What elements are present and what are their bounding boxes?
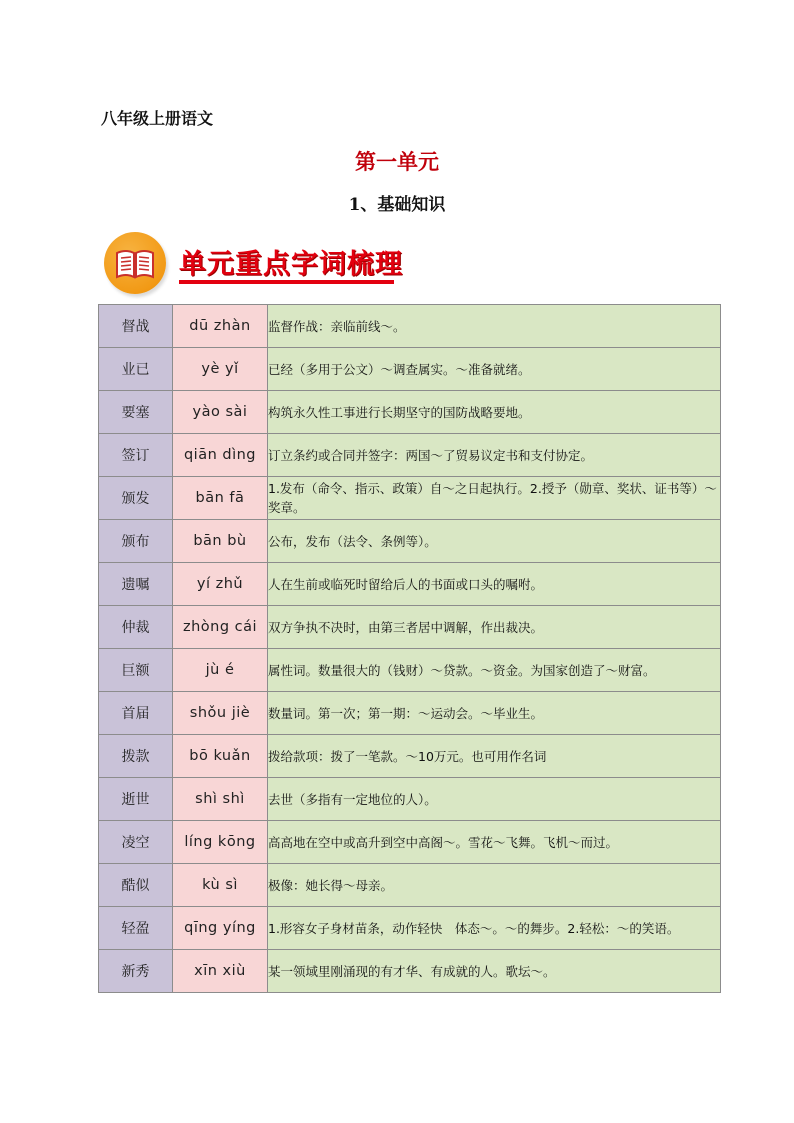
vocab-word-cell: 轻盈: [99, 907, 173, 950]
vocab-definition-cell: 数量词。第一次；第一期：～运动会。～毕业生。: [268, 692, 721, 735]
grade-subject: 八年级上册语文: [101, 109, 214, 128]
vocab-word-cell: 颁发: [99, 477, 173, 520]
vocab-definition-cell: 1.形容女子身材苗条，动作轻快 体态～。～的舞步。2.轻松：～的笑语。: [268, 907, 721, 950]
unit-title: 第一单元: [355, 149, 439, 174]
book-icon: [104, 232, 166, 294]
vocab-definition-cell: 极像：她长得～母亲。: [268, 864, 721, 907]
vocab-pinyin-cell: yí zhǔ: [173, 563, 268, 606]
vocab-pinyin-cell: yào sài: [173, 391, 268, 434]
vocab-word-cell: 拨款: [99, 735, 173, 778]
vocab-pinyin-cell: xīn xiù: [173, 950, 268, 993]
vocab-row: [99, 348, 721, 391]
vocab-definition-cell: 构筑永久性工事进行长期坚守的国防战略要地。: [268, 391, 721, 434]
vocab-pinyin-cell: qīng yíng: [173, 907, 268, 950]
vocab-pinyin-cell: qiān dìng: [173, 434, 268, 477]
vocab-definition-cell: 公布，发布（法令、条例等）。: [268, 520, 721, 563]
vocab-pinyin-cell: bō kuǎn: [173, 735, 268, 778]
vocab-row: [99, 391, 721, 434]
vocab-word-cell: 巨额: [99, 649, 173, 692]
vocab-row: [99, 907, 721, 950]
vocab-row: [99, 778, 721, 821]
vocab-row: [99, 950, 721, 993]
vocab-definition-cell: 监督作战：亲临前线～。: [268, 305, 721, 348]
vocab-word-cell: 首届: [99, 692, 173, 735]
vocab-row: [99, 606, 721, 649]
vocab-word-cell: 颁布: [99, 520, 173, 563]
vocab-pinyin-cell: dū zhàn: [173, 305, 268, 348]
banner-underline: [179, 280, 394, 284]
vocab-definition-cell: 高高地在空中或高升到空中高阁～。雪花～飞舞。飞机～而过。: [268, 821, 721, 864]
vocab-pinyin-cell: bān bù: [173, 520, 268, 563]
section-banner: [104, 232, 424, 296]
vocab-pinyin-cell: yè yǐ: [173, 348, 268, 391]
vocab-word-cell: 新秀: [99, 950, 173, 993]
vocab-row: [99, 735, 721, 778]
vocab-definition-cell: 1.发布（命令、指示、政策）自～之日起执行。2.授予（勋章、奖状、证书等）～奖章。: [268, 477, 721, 520]
vocab-definition-cell: 某一领域里刚涌现的有才华、有成就的人。歌坛～。: [268, 950, 721, 993]
vocab-pinyin-cell: líng kōng: [173, 821, 268, 864]
vocab-pinyin-cell: shì shì: [173, 778, 268, 821]
vocab-word-cell: 签订: [99, 434, 173, 477]
vocab-row: [99, 520, 721, 563]
vocab-word-cell: 督战: [99, 305, 173, 348]
vocab-row: [99, 477, 721, 520]
vocab-pinyin-cell: bān fā: [173, 477, 268, 520]
vocab-word-cell: 要塞: [99, 391, 173, 434]
vocab-pinyin-cell: jù é: [173, 649, 268, 692]
vocab-word-cell: 逝世: [99, 778, 173, 821]
vocab-pinyin-cell: kù sì: [173, 864, 268, 907]
vocab-definition-cell: 已经（多用于公文）～调查属实。～准备就绪。: [268, 348, 721, 391]
vocab-row: [99, 434, 721, 477]
vocab-word-cell: 仲裁: [99, 606, 173, 649]
vocab-table-body: [99, 305, 721, 993]
vocab-pinyin-cell: shǒu jiè: [173, 692, 268, 735]
vocab-row: [99, 864, 721, 907]
vocab-definition-cell: 双方争执不决时，由第三者居中调解，作出裁决。: [268, 606, 721, 649]
vocab-word-cell: 业已: [99, 348, 173, 391]
vocab-definition-cell: 去世（多指有一定地位的人）。: [268, 778, 721, 821]
vocab-row: [99, 649, 721, 692]
vocab-definition-cell: 属性词。数量很大的（钱财）～贷款。～资金。为国家创造了～财富。: [268, 649, 721, 692]
vocab-definition-cell: 订立条约或合同并签字：两国～了贸易议定书和支付协定。: [268, 434, 721, 477]
vocab-row: [99, 821, 721, 864]
vocab-word-cell: 遗嘱: [99, 563, 173, 606]
vocab-row: [99, 563, 721, 606]
vocab-definition-cell: 拨给款项：拨了一笔款。～10万元。也可用作名词: [268, 735, 721, 778]
vocab-row: [99, 305, 721, 348]
section-title: 1、基础知识: [348, 195, 446, 215]
vocab-word-cell: 酷似: [99, 864, 173, 907]
vocab-definition-cell: 人在生前或临死时留给后人的书面或口头的嘱咐。: [268, 563, 721, 606]
vocab-row: [99, 692, 721, 735]
vocab-word-cell: 凌空: [99, 821, 173, 864]
banner-title: 单元重点字词梳理: [179, 249, 403, 280]
vocab-table: [98, 304, 721, 993]
vocab-pinyin-cell: zhòng cái: [173, 606, 268, 649]
